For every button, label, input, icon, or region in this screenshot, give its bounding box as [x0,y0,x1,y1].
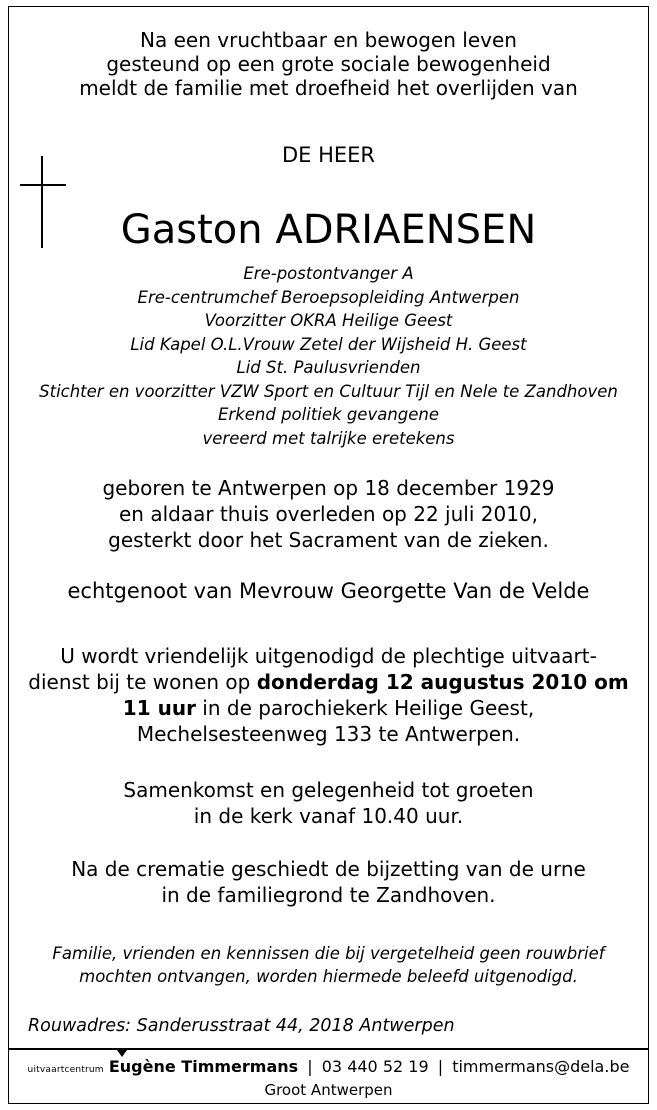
gathering-line: Samenkomst en gelegenheid tot groeten [123,778,534,802]
footer-email: timmermans@dela.be [452,1057,630,1076]
funeral-time: 11 uur [122,696,196,720]
footer-separator: | [307,1057,313,1076]
invite-line [0,669,657,695]
title-line: vereerd met talrijke eretekens [202,428,455,448]
title-line: Stichter en voorzitter VZW Sport en Cultuur Tijl en Nele te Zandhoven [39,381,618,401]
title-line: Lid St. Paulusvrienden [236,358,421,377]
cremation-line: in de familiegrond te Zandhoven. [161,883,496,907]
gathering-line: in de kerk vanaf 10.40 uur. [193,804,464,828]
intro-line: Na een vruchtbaar en bewogen leven [140,28,517,52]
church-address: Mechelsesteenweg 133 te Antwerpen. [136,722,521,746]
footer-phone: 03 440 52 19 [321,1057,429,1076]
cremation-line: Na de crematie geschiedt de bijzetting van de urne [71,857,586,881]
invite-line: U wordt vriendelijk uitgenodigd de plechtige uitvaart- [60,644,597,668]
cremation-text [0,856,657,908]
born-line: geboren te Antwerpen op 18 december 1929 [102,476,555,500]
funeral-date: donderdag 12 augustus 2010 om [256,670,629,694]
intro-line: gesteund op een grote sociale bewogenheid [106,52,551,76]
invite-text: dienst bij te wonen op [28,670,257,694]
salutation: DE HEER [281,143,376,167]
funeral-home-name: Eugène Timmermans [108,1057,299,1076]
funeral-home-footer [0,1056,657,1081]
invite-line [0,695,657,721]
title-line: Erkend politiek gevangene [217,405,440,424]
mourning-address: Rouwadres: Sanderusstraat 44, 2018 Antwerpen [28,1016,455,1036]
birth-death-text [0,475,657,553]
deceased-name: Gaston ADRIAENSEN [120,207,537,253]
intro-line: meldt de familie met droefheid het overlijden van [79,76,578,100]
title-line: Voorzitter OKRA Heilige Geest [204,311,453,330]
titles-list [0,262,657,450]
closing-text [0,942,657,988]
footer-separator: | [437,1057,444,1076]
title-line: Ere-centrumchef Beroepsopleiding Antwerpen [137,287,520,307]
gathering-text [0,777,657,829]
died-line: en aldaar thuis overleden op 22 juli 2010, [118,502,538,526]
closing-line: mochten ontvangen, worden hiermede beleefd uitgenodigd. [79,967,578,986]
footer-divider [8,1048,649,1050]
invite-text: in de parochiekerk Heilige Geest, [195,696,535,720]
funeral-invitation [0,643,657,747]
footer-region: Groot Antwerpen [264,1081,393,1099]
title-line: Ere-postontvanger A [243,264,414,283]
obituary-frame [8,6,649,1104]
spouse-line: echtgenoot van Mevrouw Georgette Van de Velde [67,579,590,603]
title-line: Lid Kapel O.L.Vrouw Zetel der Wijsheid H. Geest [130,334,527,354]
intro-text [0,28,657,100]
sacrament-line: gesterkt door het Sacrament van de zieken. [108,528,549,552]
closing-line: Familie, vrienden en kennissen die bij vergetelheid geen rouwbrief [52,944,605,963]
footer-prefix: uitvaartcentrum [27,1065,104,1075]
